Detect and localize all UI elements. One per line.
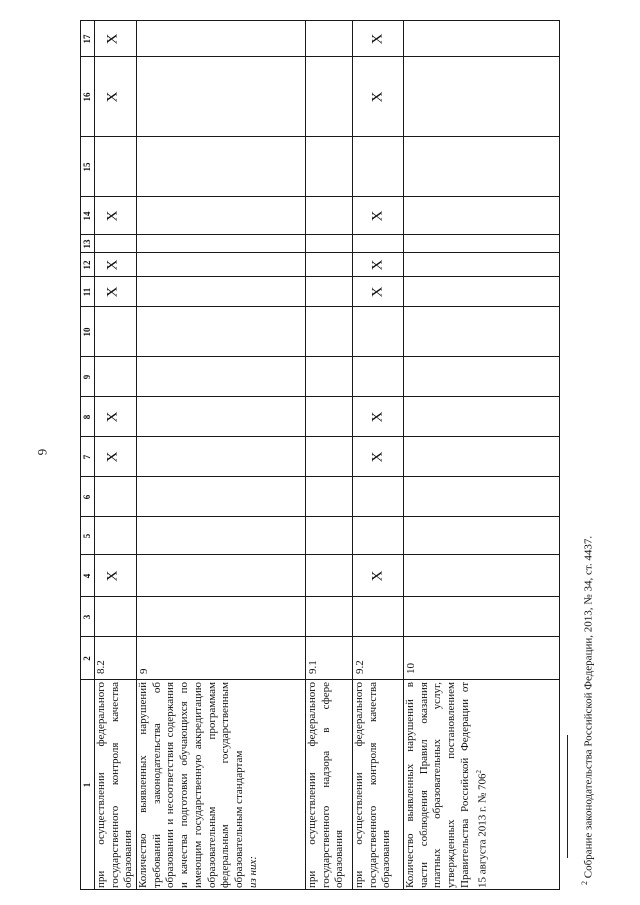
x-mark: Х [104, 451, 121, 463]
footnote-marker: 2 [580, 881, 589, 885]
col-header-15: 15 [82, 162, 92, 172]
row-label-8-2: при осуществлении федерального государственного контроля качества образования [95, 682, 135, 888]
x-mark: Х [369, 33, 386, 45]
col-header-1: 1 [82, 782, 92, 788]
row-code: 10 [405, 663, 417, 674]
row-label-10: Количество выявленных нарушений в части соблюдения Правил оказания платных образовательных услуг, утвержденных постановлением Правительства Российской Федерации от 15 августа 2013 г. № $706^2$ [404, 682, 489, 888]
col-header-12: 12 [82, 260, 92, 270]
x-mark: Х [369, 91, 386, 103]
row-label-9-1: при осуществлении федерального государственного надзора в сфере образования [306, 682, 346, 888]
x-mark: Х [104, 91, 121, 103]
col-header-6: 6 [82, 494, 92, 500]
x-mark: Х [369, 286, 386, 298]
col-header-7: 7 [82, 454, 92, 460]
col-header-13: 13 [82, 239, 92, 249]
row-code: 9.1 [307, 660, 319, 674]
row-label-9-2: при осуществлении федерального государственного контроля качества образования [353, 682, 393, 888]
data-table [80, 20, 560, 890]
row-note-of-which: из них: [246, 855, 259, 888]
x-mark: Х [104, 210, 121, 222]
col-header-5: 5 [82, 533, 92, 539]
footnote-ref: 2 [474, 769, 483, 774]
x-mark: Х [104, 33, 121, 45]
row-code: 9 [138, 668, 150, 674]
col-header-2: 2 [82, 656, 92, 661]
x-mark: Х [104, 286, 121, 298]
footnote [580, 485, 595, 885]
col-header-10: 10 [82, 327, 92, 337]
x-mark: Х [104, 259, 121, 271]
col-header-14: 14 [82, 211, 92, 221]
col-header-11: 11 [82, 287, 92, 297]
x-mark: Х [369, 259, 386, 271]
x-mark: Х [104, 570, 121, 582]
x-mark: Х [104, 411, 121, 423]
x-mark: Х [369, 411, 386, 423]
x-mark: Х [369, 570, 386, 582]
row-label-9: Количество выявленных нарушений требований законодательства об образовании и несоответствия содержания и качества подготовки обучающихся по имеющим государственную аккредитацию образовательным программам федеральным государственным образовательным стандартам из них: [137, 682, 259, 888]
footnote-separator [567, 735, 568, 858]
col-header-3: 3 [82, 614, 92, 620]
col-header-8: 8 [82, 414, 92, 420]
footnote-text: Собрание законодательства Российской Федерации, 2013, № 34, ст. 4437. [582, 535, 595, 881]
x-mark: Х [369, 210, 386, 222]
row-code: 9.2 [354, 660, 366, 674]
x-mark: Х [369, 451, 386, 463]
col-header-17: 17 [82, 34, 92, 44]
col-header-16: 16 [82, 92, 92, 102]
col-header-9: 9 [82, 374, 92, 380]
row-code: 8.2 [95, 660, 107, 674]
col-header-4: 4 [82, 573, 92, 579]
page-number: 6 [35, 448, 50, 456]
